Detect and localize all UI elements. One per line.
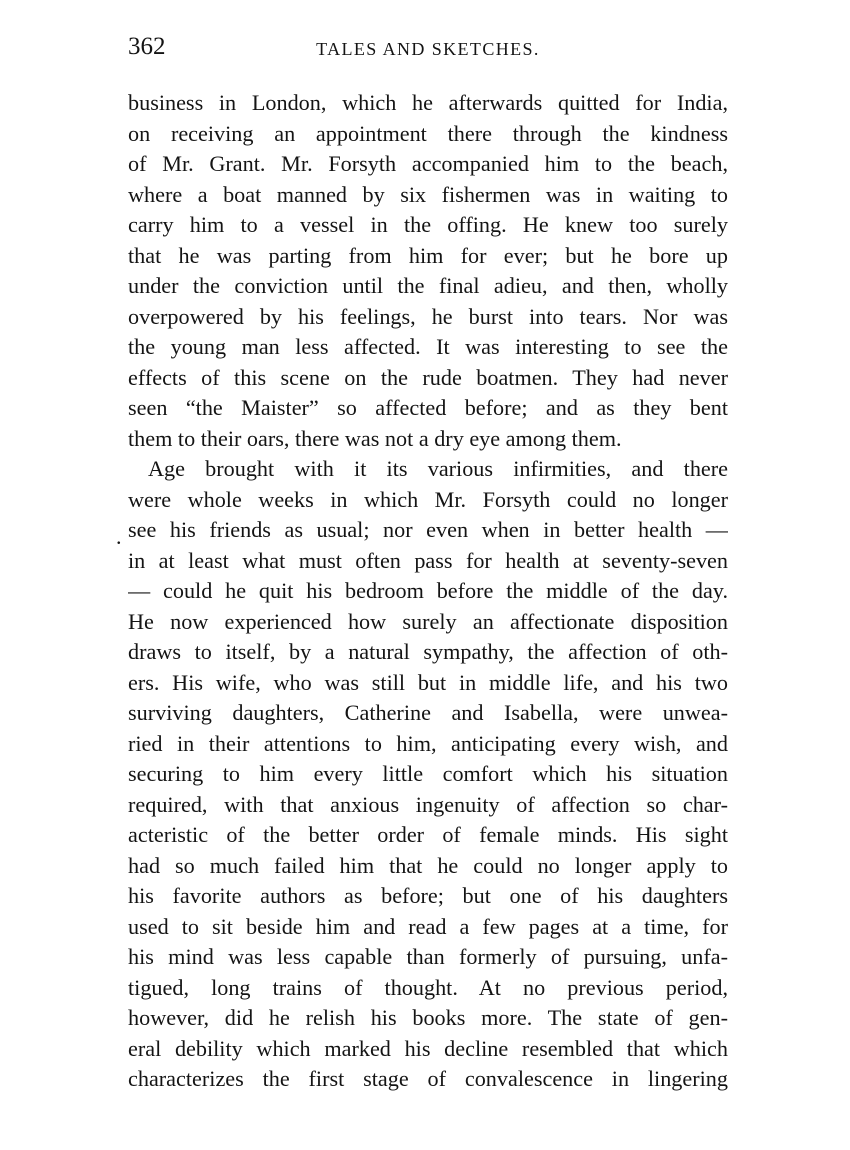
text-line: his mind was less capable than formerly of pursuing, unfa- [128, 944, 728, 969]
text-line: ried in their attentions to him, anticipating every wish, and [128, 730, 728, 756]
running-title: TALES AND SKETCHES. [316, 39, 540, 59]
body-text [128, 88, 728, 1128]
text-line: effects of this scene on the rude boatmen. They had never [128, 364, 728, 390]
text-line: carry him to a vessel in the offing. He knew too surely [128, 212, 728, 237]
text-line: tigued, long trains of thought. At no previous period, [128, 974, 728, 1000]
text-line: used to sit beside him and read a few pages at a time, for [128, 913, 728, 939]
text-line: overpowered by his feelings, he burst into tears. Nor was [128, 303, 728, 329]
page-header [128, 30, 728, 64]
text-line: business in London, which he afterwards quitted for India, [128, 90, 728, 115]
text-line: — could he quit his bedroom before the middle of the day. [128, 578, 728, 603]
text-line: his favorite authors as before; but one of his daughters [128, 883, 728, 908]
text-line: required, with that anxious ingenuity of affection so char- [128, 791, 728, 817]
text-line: seen “the Maister” so affected before; and as they bent [128, 395, 728, 420]
paragraph-2 [128, 454, 728, 1095]
text-line: of Mr. Grant. Mr. Forsyth accompanied him to the beach, [128, 151, 728, 176]
text-line: where a boat manned by six fishermen was in waiting to [128, 181, 728, 207]
text-line: surviving daughters, Catherine and Isabella, were unwea- [128, 700, 728, 725]
text-line: that he was parting from him for ever; but he bore up [128, 242, 728, 268]
text-line: securing to him every little comfort which his situation [128, 761, 728, 786]
stray-print-mark: . [116, 524, 122, 549]
text-line: He now experienced how surely an affectionate disposition [128, 608, 728, 634]
page-number: 362 [128, 33, 166, 60]
text-line: draws to itself, by a natural sympathy, the affection of oth- [128, 639, 728, 664]
text-line: ers. His wife, who was still but in middle life, and his two [128, 669, 728, 695]
text-line: however, did he relish his books more. The state of gen- [128, 1005, 728, 1030]
text-line: under the conviction until the final adieu, and then, wholly [128, 273, 728, 298]
text-line: were whole weeks in which Mr. Forsyth could no longer [128, 486, 728, 512]
text-line: in at least what must often pass for health at seventy-seven [128, 547, 728, 573]
text-line: Age brought with it its various infirmities, and there [148, 456, 728, 481]
text-line: acteristic of the better order of female minds. His sight [128, 822, 728, 847]
paragraph-1 [128, 88, 728, 454]
text-line: had so much failed him that he could no longer apply to [128, 852, 728, 878]
text-line: eral debility which marked his decline resembled that which [128, 1035, 728, 1061]
text-line: characterizes the first stage of convalescence in lingering [128, 1066, 728, 1091]
text-line: the young man less affected. It was interesting to see the [128, 334, 728, 359]
text-line: see his friends as usual; nor even when in better health — [128, 517, 728, 542]
text-line: them to their oars, there was not a dry eye among them. [128, 425, 622, 451]
text-line: on receiving an appointment there through the kindness [128, 120, 728, 146]
